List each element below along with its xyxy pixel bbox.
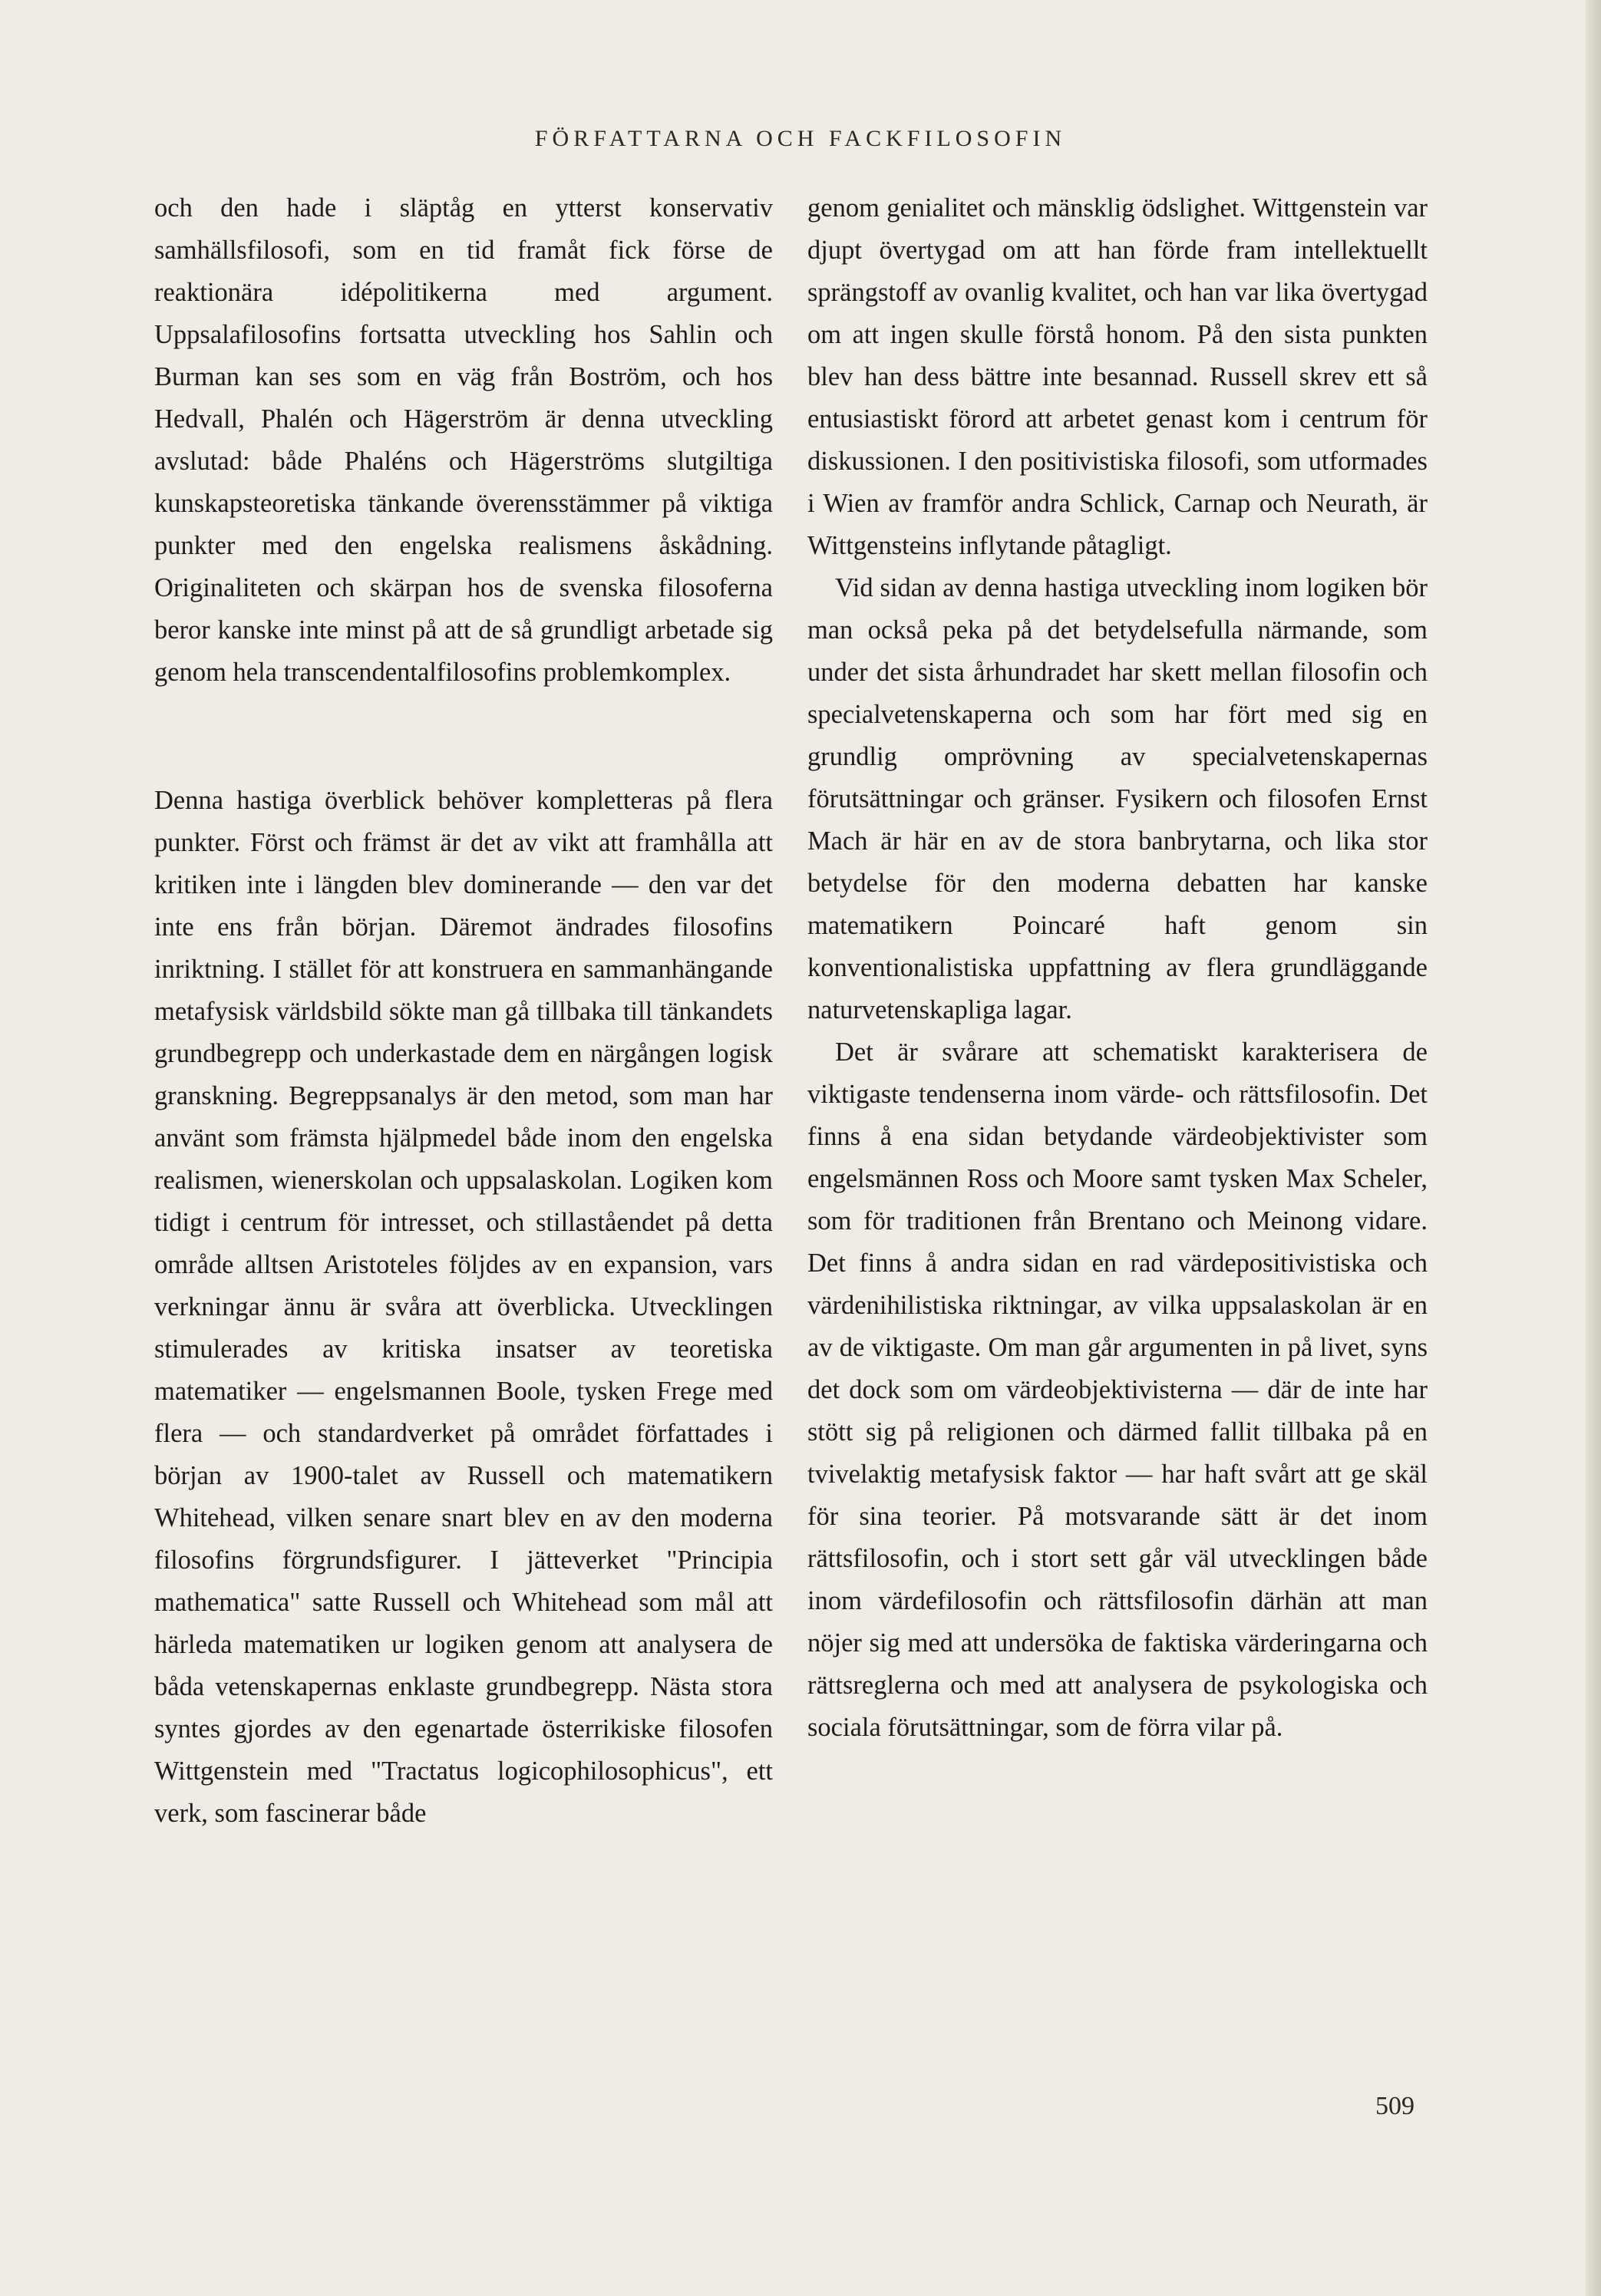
- page-edge: [1586, 0, 1601, 2296]
- page-number: 509: [1375, 2092, 1414, 2120]
- left-paragraph-2: Denna hastiga överblick behöver kompletteras på flera punkter. Först och främst är det av vikt att framhålla att kritiken inte i längden blev dominerande — den var det inte ens från början. Däremot ändrades filosofins inriktning. I stället för att konstruera en sammanhängande metafysisk världsbild sökte man gå tillbaka till tänkandets grundbegrepp och underkastade dem en närgången logisk granskning. Begreppsanalys är den metod, som man har använt som främsta hjälpmedel både inom den engelska realismen, wienerskolan och uppsalaskolan. Logiken kom tidigt i centrum för intresset, och stillaståendet på detta område alltsen Aristoteles följdes av en expansion, vars verkningar ännu är svåra att överblicka. Utvecklingen stimulerades av kritiska insatser av teoretiska matematiker — engelsmannen Boole, tysken Frege med flera — och standardverket på området författades i början av 1900-talet av Russell och matematikern Whitehead, vilken senare snart blev en av den moderna filosofins förgrundsfigurer. I jätteverket "Principia mathematica" satte Russell och Whitehead som mål att härleda matematiken ur logiken genom att analysera de båda vetenskapernas enklaste grundbegrepp. Nästa stora syntes gjordes av den egenartade österrikiske filosofen Wittgenstein med "Tractatus logicophilosophicus", ett verk, som fascinerar både: [154, 786, 773, 1828]
- right-paragraph-3: Det är svårare att schematiskt karakterisera de viktigaste tendenserna inom värde- och rättsfilosofin. Det finns å ena sidan betydande värdeobjektivister som engelsmännen Ross och Moore samt tysken Max Scheler, som för traditionen från Brentano och Meinong vidare. Det finns å andra sidan en rad värdepositivistiska och värdenihilistiska riktningar, av vilka uppsalaskolan är en av de viktigaste. Om man går argumenten in på livet, syns det dock som om värdeobjektivisterna — där de inte har stött sig på religionen och därmed fallit tillbaka på en tvivelaktig metafysisk faktor — har haft svårt att ge skäl för sina teorier. På motsvarande sätt är det inom rättsfilosofin, och i stort sett går väl utvecklingen både inom värdefilosofin och rättsfilosofin därhän att man nöjer sig med att undersöka de faktiska värderingarna och rättsreglerna och med att analysera de psykologiska och sociala förutsättningar, som de förra vilar på.: [807, 1037, 1428, 1742]
- right-column: [807, 187, 1428, 1749]
- right-paragraph-2: Vid sidan av denna hastiga utveckling inom logiken bör man också peka på det betydelsefulla närmande, som under det sista århundradet har skett mellan filosofin och specialvetenskaperna och som har fört med sig en grundlig omprövning av specialvetenskapernas förutsättningar och gränser. Fysikern och filosofen Ernst Mach är här en av de stora banbrytarna, och lika stor betydelse för den moderna debatten har kanske matematikern Poincaré haft genom sin konventionalistiska uppfattning av flera grundläggande naturvetenskapliga lagar.: [807, 573, 1428, 1024]
- running-head: FÖRFATTARNA OCH FACKFILOSOFIN: [534, 126, 1067, 151]
- right-paragraph-1: genom genialitet och mänsklig ödslighet. Wittgenstein var djupt övertygad om att han förde fram intellektuellt sprängstoff av ovanlig kvalitet, och han var lika övertygad om att ingen skulle förstå honom. På den sista punkten blev han dess bättre inte besannad. Russell skrev ett så entusiastiskt förord att arbetet genast kom i centrum för diskussionen. I den positivistiska filosofi, som utformades i Wien av framför andra Schlick, Carnap och Neurath, är Wittgensteins inflytande påtagligt.: [807, 193, 1428, 560]
- left-column: [154, 187, 773, 1835]
- left-paragraph-1: och den hade i släptåg en ytterst konservativ samhällsfilosofi, som en tid framåt fick förse de reaktionära idépolitikerna med argument. Uppsalafilosofins fortsatta utveckling hos Sahlin och Burman kan ses som en väg från Boström, och hos Hedvall, Phalén och Hägerström är denna utveckling avslutad: både Phaléns och Hägerströms slutgiltiga kunskapsteoretiska tänkande överensstämmer på viktiga punkter med den engelska realismens åskådning. Originaliteten och skärpan hos de svenska filosoferna beror kanske inte minst på att de så grundligt arbetade sig genom hela transcendentalfilosofins problemkomplex.: [154, 193, 773, 687]
